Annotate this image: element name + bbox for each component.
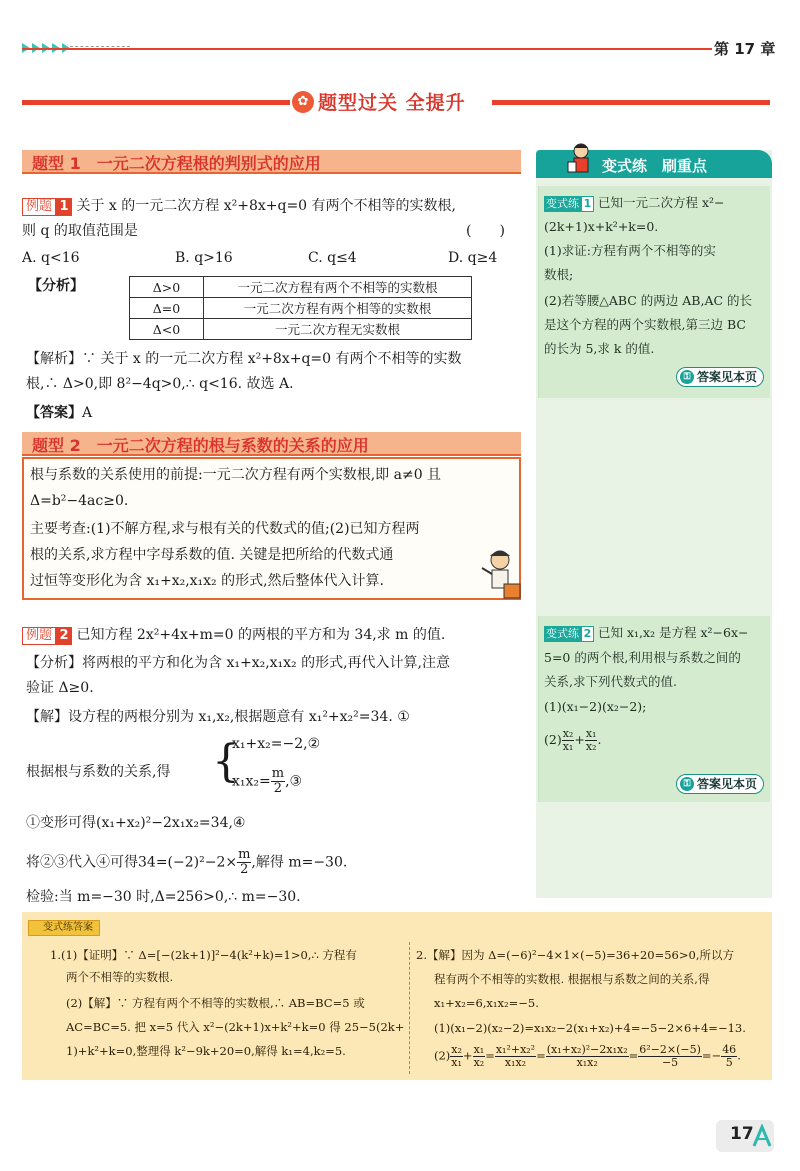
discriminant-table (129, 276, 472, 340)
item-label: (2) (544, 732, 562, 747)
fraction (721, 1044, 737, 1069)
equals-sign: = (485, 1048, 495, 1063)
item-label: (2) (434, 1048, 451, 1063)
option-d: D. q≥4 (448, 250, 498, 266)
answer2-line2: 程有两个不相等的实数根. 根据根与系数之间的关系,得 (434, 972, 710, 986)
tip-line-5: 过恒等变形化为含 x₁+x₂,x₁x₂ 的形式,然后整体代入计算. (30, 573, 385, 589)
practice1-line2: (2k+1)x+k²+k=0. (544, 219, 659, 234)
banner-rule-right (492, 100, 770, 105)
type1-heading-bar (22, 150, 521, 174)
practice2-text: 已知 x₁,x₂ 是方程 x²−6x− (597, 625, 749, 640)
answer1 (26, 402, 92, 424)
header-dotline (70, 46, 130, 47)
page-number: 17 (730, 1124, 754, 1144)
system-eq-2-left: x₁x₂= (232, 773, 271, 790)
denominator: 2 (240, 862, 249, 877)
denominator: −5 (661, 1056, 679, 1069)
numerator: x₂ (451, 1043, 462, 1056)
practice-number: 2 (581, 626, 594, 642)
numerator: m (271, 766, 285, 781)
option-b: B. q>16 (175, 250, 233, 266)
fraction (638, 1044, 702, 1069)
example1-stem (22, 195, 522, 217)
numerator: (x₁+x₂)²−2x₁x₂ (546, 1043, 628, 1056)
table-cell: Δ<0 (130, 319, 204, 340)
practice2-line5 (544, 728, 601, 753)
banner-title: 题型过关 全提升 (318, 92, 466, 114)
practice1-line7: 的长为 5,求 k 的值. (544, 341, 655, 356)
practice1-line3: (1)求证:方程有两个不相等的实 (544, 243, 716, 258)
system-eq-2 (232, 767, 302, 796)
tip-line-3: 主要考查:(1)不解方程,求与根有关的代数式的值;(2)已知方程两 (30, 521, 420, 537)
answer1-line5: 1)+k²+k=0,整理得 k²−9k+20=0,解得 k₁=4,k₂=5. (66, 1044, 346, 1058)
header-rule (22, 48, 712, 50)
answer1-line1: 1.(1)【证明】∵ Δ=[−(2k+1)]²−4(k²+k)=1>0,∴ 方程有 (50, 948, 357, 962)
answer-label: 【答案】 (26, 405, 82, 421)
tip-line-1: 根与系数的关系使用的前提:一元二次方程有两个实数根,即 a≠0 且 (30, 467, 442, 483)
answer2-line5 (434, 1044, 741, 1069)
system-eq-2-right: ,③ (285, 773, 303, 790)
practice1-line6: 是这个方程的两个实数根,第三边 BC (544, 317, 746, 332)
denominator: x₁x₂ (504, 1056, 527, 1069)
table-cell: Δ=0 (130, 298, 204, 319)
type1-title: 题型 1 一元二次方程根的判别式的应用 (32, 154, 321, 173)
denominator: x₁ (451, 1056, 462, 1069)
equals-sign: = (536, 1048, 546, 1063)
fraction (495, 1044, 536, 1069)
answer2-line3: x₁+x₂=6,x₁x₂=−5. (434, 996, 539, 1010)
practice-tag: 变式练 (546, 197, 579, 210)
table-row (130, 298, 472, 319)
example2-stem (22, 624, 522, 646)
denominator: x₁x₂ (576, 1056, 598, 1069)
cartoon-figure-icon (478, 546, 524, 602)
numerator: x₁ (473, 1043, 485, 1056)
numerator: x₁²+x₂² (495, 1043, 536, 1056)
answer-on-page-button[interactable] (676, 367, 764, 387)
tip-line-2: Δ=b²−4ac≥0. (30, 493, 129, 509)
numerator: x₁ (585, 727, 597, 740)
analysis-label: 【分析】 (28, 278, 84, 294)
table-row (130, 319, 472, 340)
numerator: x₂ (562, 727, 574, 740)
system-brace: { (212, 736, 240, 787)
practice-number: 1 (581, 196, 594, 212)
solution1-line2: 根,∴ Δ>0,即 8²−4q>0,∴ q<16. 故选 A. (26, 376, 294, 392)
equals-sign: = (628, 1048, 639, 1063)
denominator: 2 (273, 781, 283, 796)
answers-tag: 变式练答案 (28, 920, 100, 936)
key-icon: ⚿ (680, 370, 694, 384)
answer-value: A (82, 405, 93, 421)
practice2-line1 (544, 622, 749, 643)
solution2-line4 (26, 848, 347, 877)
answer1-line4: AC=BC=5. 把 x=5 代入 x²−(2k+1)x+k²+k=0 得 25−5(2k+ (66, 1020, 405, 1034)
example2-stem-text: 已知方程 2x²+4x+m=0 的两根的平方和为 34,求 m 的值. (76, 627, 446, 643)
practice-tag: 变式练 (546, 627, 579, 640)
example-tag: 例题 (22, 627, 56, 645)
option-a: A. q<16 (22, 250, 80, 266)
example1-stem-line1: 关于 x 的一元二次方程 x²+8x+q=0 有两个不相等的实数根, (76, 198, 456, 214)
example-number: 2 (56, 627, 72, 645)
plus-sign: + (462, 1048, 473, 1063)
answer-button-label: 答案见本页 (697, 370, 758, 384)
table-cell: Δ>0 (130, 277, 204, 298)
practice-panel-title: 变式练 刷重点 (602, 157, 708, 175)
table-cell: 一元二次方程无实数根 (204, 319, 472, 340)
solution1-line1: 【解析】∵ 关于 x 的一元二次方程 x²+8x+q=0 有两个不相等的实数 (26, 351, 462, 367)
student-figure-icon (566, 142, 596, 178)
fraction (473, 1044, 486, 1069)
solution2-line5: 检验:当 m=−30 时,Δ=256>0,∴ m=−30. (26, 889, 301, 905)
tip-line-4: 根的关系,求方程中字母系数的值. 关键是把所给的代数式通 (30, 547, 394, 563)
fraction (546, 1044, 629, 1069)
practice1-line4: 数根; (544, 267, 574, 282)
banner-rule-left (22, 100, 290, 105)
example-number: 1 (56, 198, 72, 216)
flower-icon: ✿ (292, 91, 314, 113)
answer-on-page-button[interactable] (676, 774, 764, 794)
analysis2-line1: 【分析】将两根的平方和化为含 x₁+x₂,x₁x₂ 的形式,再代入计算,注意 (26, 655, 451, 671)
answer1-line3: (2)【解】∵ 方程有两个不相等的实数根,∴ AB=BC=5 或 (66, 996, 365, 1010)
table-row (130, 277, 472, 298)
answer1-line2: 两个不相等的实数根. (66, 970, 174, 984)
practice1-line1 (544, 192, 725, 213)
option-c: C. q≤4 (308, 250, 357, 266)
period: . (597, 732, 602, 747)
system-eq-1: x₁+x₂=−2,② (232, 736, 321, 752)
solution2-line4-a: 将②③代入④可得34=(−2)²−2× (26, 854, 238, 871)
numerator: 46 (722, 1043, 737, 1056)
fraction (271, 767, 285, 796)
example1-stem-line2: 则 q 的取值范围是 (22, 223, 138, 239)
solution2-line1: 【解】设方程的两根分别为 x₁,x₂,根据题意有 x₁²+x₂²=34. ① (26, 709, 410, 725)
practice2-line4: (1)(x₁−2)(x₂−2); (544, 699, 647, 714)
minus-sign: − (711, 1048, 722, 1063)
type2-title: 题型 2 一元二次方程的根与系数的关系的应用 (32, 436, 369, 455)
denominator: x₂ (473, 1056, 485, 1069)
denominator: x₁ (562, 740, 574, 753)
solution2-line3: ①变形可得(x₁+x₂)²−2x₁x₂=34,④ (26, 815, 246, 831)
practice1-line5: (2)若等腰△ABC 的两边 AB,AC 的长 (544, 293, 753, 308)
table-cell: 一元二次方程有两个不相等的实数根 (204, 277, 472, 298)
practice2-line3: 关系,求下列代数式的值. (544, 674, 677, 689)
denominator: 5 (725, 1056, 733, 1069)
answer-paren: ( ) (466, 223, 505, 239)
analysis2-line2: 验证 Δ≥0. (26, 680, 94, 696)
fraction (237, 848, 251, 877)
table-cell: 一元二次方程有两个相等的实数根 (204, 298, 472, 319)
type2-heading-bar (22, 432, 521, 456)
answer-button-label: 答案见本页 (697, 777, 758, 791)
solution2-line2: 根据根与系数的关系,得 (26, 764, 171, 780)
chapter-label: 第 17 章 (714, 40, 776, 58)
numerator: m (238, 847, 251, 862)
answer2-line1: 2.【解】因为 Δ=(−6)²−4×1×(−5)=36+20=56>0,所以方 (416, 948, 734, 962)
fraction (585, 728, 598, 753)
answers-divider (409, 942, 410, 1074)
practice2-line2: 5=0 的两个根,利用根与系数之间的 (544, 650, 741, 665)
numerator: 6²−2×(−5) (639, 1043, 701, 1056)
answer2-line4: (1)(x₁−2)(x₂−2)=x₁x₂−2(x₁+x₂)+4=−5−2×6+4=−13. (434, 1021, 746, 1035)
period: . (737, 1048, 741, 1063)
solution2-line4-b: ,解得 m=−30. (251, 854, 348, 871)
equals-sign: = (701, 1048, 712, 1063)
denominator: x₂ (585, 740, 597, 753)
fraction (450, 1044, 463, 1069)
practice1-text: 已知一元二次方程 x²− (597, 195, 725, 210)
fraction (562, 728, 575, 753)
logo-a-icon (752, 1124, 772, 1148)
example-tag: 例题 (22, 198, 56, 216)
plus-sign: + (574, 732, 585, 747)
key-icon: ⚿ (680, 777, 694, 791)
